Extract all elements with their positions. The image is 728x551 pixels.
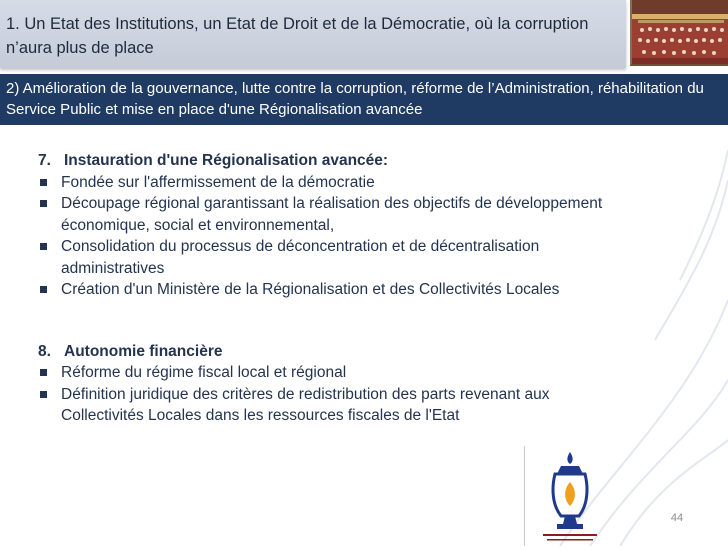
list-item: Fondée sur l'affermissement de la démocratie bbox=[38, 172, 678, 194]
list-item-continuation: économique, social et environnemental, bbox=[61, 216, 335, 234]
section-heading bbox=[38, 150, 678, 172]
section-heading-text: Autonomie financière bbox=[64, 342, 223, 360]
section-heading bbox=[38, 341, 678, 363]
square-bullet-icon bbox=[38, 279, 52, 301]
list-item-continuation: administratives bbox=[61, 259, 165, 277]
title-bar bbox=[0, 0, 626, 68]
slide-subtitle: 2) Amélioration de la gouvernance, lutte contre la corruption, réforme de l’Administration, réhabilitation du Service Public et mise en place d'une Régionalisation avancée bbox=[6, 80, 704, 118]
section-number: 8. bbox=[38, 342, 51, 360]
subtitle-bar bbox=[0, 74, 728, 125]
party-lamp-logo bbox=[524, 446, 615, 546]
square-bullet-icon bbox=[38, 193, 52, 215]
list-item: Consolidation du processus de déconcentration et de décentralisation bbox=[38, 236, 678, 258]
list-item: Définition juridique des critères de redistribution des parts revenant aux bbox=[38, 384, 678, 406]
section-number: 7. bbox=[38, 152, 51, 169]
list-item: Création d'un Ministère de la Régionalisation et des Collectivités Locales bbox=[38, 279, 678, 301]
square-bullet-icon bbox=[38, 172, 52, 194]
square-bullet-icon bbox=[38, 236, 52, 258]
page-number: 44 bbox=[670, 512, 684, 524]
slide-title: 1. Un Etat des Institutions, un Etat de Droit et de la Démocratie, où la corruption n’aura plus de place bbox=[6, 15, 589, 57]
list-item: Découpage régional garantissant la réalisation des objectifs de développement bbox=[38, 193, 678, 215]
square-bullet-icon bbox=[38, 362, 52, 384]
section-heading-text: Instauration d'une Régionalisation avancée: bbox=[64, 152, 389, 169]
slide-content bbox=[38, 150, 678, 427]
list-item-continuation: Collectivités Locales dans les ressources fiscales de l'Etat bbox=[61, 407, 460, 424]
parliament-photo bbox=[630, 0, 728, 66]
list-item: Réforme du régime fiscal local et régional bbox=[38, 362, 678, 384]
square-bullet-icon bbox=[38, 384, 52, 406]
